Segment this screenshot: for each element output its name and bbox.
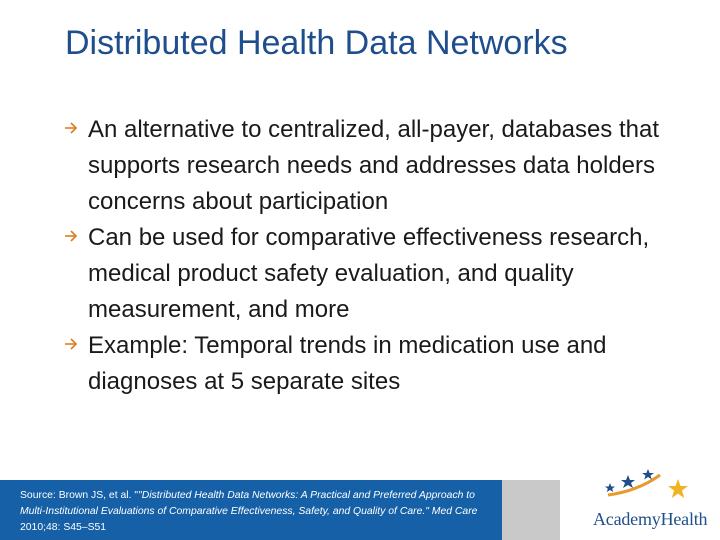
bullet-item xyxy=(0,220,720,328)
source-suffix: 2010;48: S45–S51 xyxy=(20,522,107,533)
bullet-item xyxy=(0,112,720,220)
bullet-text: An alternative to centralized, all-payer, databases that supports research needs and addresses data holders concerns about participation xyxy=(88,116,660,215)
right-arrow-icon xyxy=(64,121,78,135)
bullet-list xyxy=(0,112,720,400)
academyhealth-logo xyxy=(560,465,720,540)
slide-title: Distributed Health Data Networks xyxy=(65,24,568,62)
logo-text: AcademyHealth xyxy=(593,509,708,529)
source-title: "Distributed Health Data Networks: A Practical and Preferred Approach to Multi-Institutional Evaluations of Comparative Effectiveness, Safety, and Quality of Care." Med Care xyxy=(20,490,478,517)
bullet-text: Example: Temporal trends in medication use and diagnoses at 5 separate sites xyxy=(88,332,607,395)
bullet-item xyxy=(0,328,720,400)
source-prefix: Source: Brown JS, et al. " xyxy=(20,490,139,501)
right-arrow-icon xyxy=(64,229,78,243)
footer-divider-bar xyxy=(502,480,560,540)
source-citation xyxy=(0,480,502,540)
bullet-text: Can be used for comparative effectiveness research, medical product safety evaluation, and quality measurement, and more xyxy=(88,224,650,323)
academyhealth-logo-icon xyxy=(598,465,698,507)
right-arrow-icon xyxy=(64,337,78,351)
